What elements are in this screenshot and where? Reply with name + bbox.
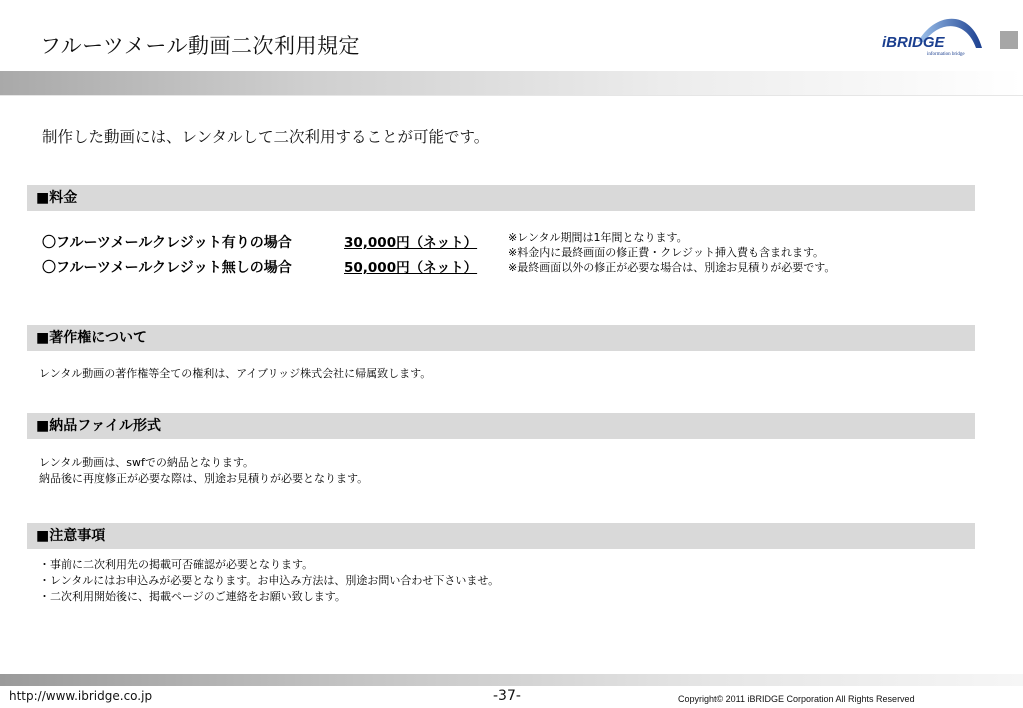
logo-text: iBRIDGE <box>882 34 945 51</box>
copyright-heading: ■著作権について <box>27 325 975 351</box>
corner-square-icon <box>1000 31 1018 49</box>
price-row-value: 30,000円（ネット） <box>344 235 478 251</box>
page-title: フルーツメール動画二次利用規定 <box>40 34 360 58</box>
pricing-note: ※最終画面以外の修正が必要な場合は、別途お見積りが必要です。 <box>508 261 836 274</box>
price-row-value: 50,000円（ネット） <box>344 260 478 276</box>
notice-heading: ■注意事項 <box>27 523 975 549</box>
notice-line: ・事前に二次利用先の掲載可否確認が必要となります。 <box>39 558 314 571</box>
logo-subtext: information bridge <box>927 52 965 57</box>
pricing-note: ※レンタル期間は1年間となります。 <box>508 231 688 244</box>
page-number: -37- <box>493 688 521 704</box>
intro-text: 制作した動画には、レンタルして二次利用することが可能です。 <box>42 128 490 146</box>
header-band-divider <box>0 95 1023 96</box>
delivery-heading: ■納品ファイル形式 <box>27 413 975 439</box>
ibridge-logo <box>878 8 984 62</box>
notice-line: ・レンタルにはお申込みが必要となります。お申込み方法は、別途お問い合わせ下さいませ。 <box>39 574 500 587</box>
notice-line: ・二次利用開始後に、掲載ページのご連絡をお願い致します。 <box>39 590 346 603</box>
price-row-label: 〇フルーツメールクレジット無しの場合 <box>42 260 292 276</box>
price-row-label: 〇フルーツメールクレジット有りの場合 <box>42 235 292 251</box>
pricing-note: ※料金内に最終画面の修正費・クレジット挿入費も含まれます。 <box>508 246 825 259</box>
footer-copyright: Copyright© 2011 iBRIDGE Corporation All Rights Reserved <box>678 694 915 704</box>
header-band <box>0 71 1023 95</box>
footer-url-link[interactable]: http://www.ibridge.co.jp <box>9 689 153 703</box>
delivery-line: 納品後に再度修正が必要な際は、別途お見積りが必要となります。 <box>39 472 369 485</box>
copyright-text: レンタル動画の著作権等全ての権利は、アイブリッジ株式会社に帰属致します。 <box>39 367 432 380</box>
delivery-line: レンタル動画は、swfでの納品となります。 <box>39 456 255 469</box>
pricing-heading: ■料金 <box>27 185 975 211</box>
footer-band <box>0 674 1023 686</box>
